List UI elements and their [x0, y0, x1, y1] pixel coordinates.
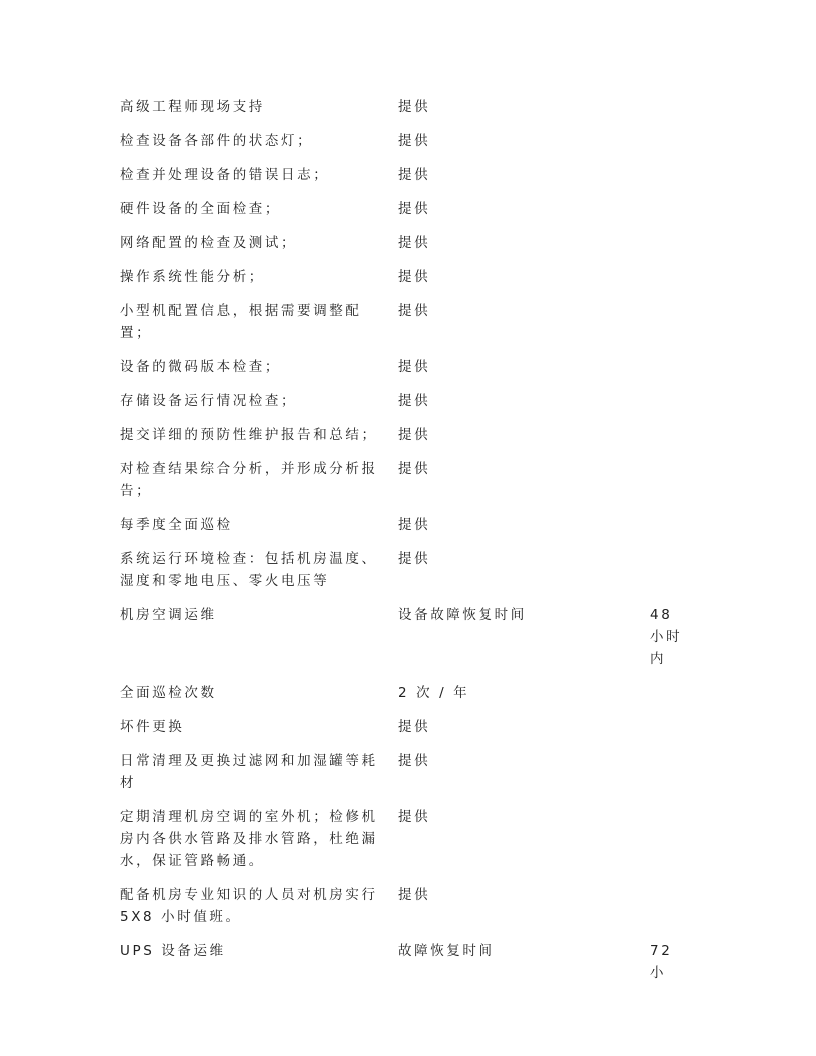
- table-row: [120, 198, 720, 220]
- value-cell: 提供: [398, 269, 431, 285]
- value-cell: 提供: [398, 887, 431, 903]
- time-cell: [650, 232, 694, 254]
- table-row: [120, 356, 720, 378]
- service-table: [120, 96, 720, 996]
- value-cell: 故障恢复时间: [398, 943, 495, 959]
- time-cell: [650, 514, 694, 536]
- table-row: [120, 232, 720, 254]
- value-cell: 提供: [398, 133, 431, 149]
- value-cell: 提供: [398, 303, 431, 319]
- value-cell: 提供: [398, 235, 431, 251]
- time-cell: [650, 458, 694, 502]
- time-cell: [650, 750, 694, 794]
- time-cell: [650, 164, 694, 186]
- value-cell: 提供: [398, 551, 431, 567]
- table-row: [120, 458, 720, 502]
- time-cell: 48 小时内: [650, 607, 683, 667]
- value-cell: 提供: [398, 517, 431, 533]
- time-cell: [650, 96, 694, 118]
- time-cell: [650, 682, 694, 704]
- table-row: [120, 130, 720, 152]
- time-cell: [650, 716, 694, 738]
- item-cell: 配备机房专业知识的人员对机房实行5X8 小时值班。: [120, 887, 378, 925]
- value-cell: 2 次 / 年: [398, 685, 470, 701]
- time-cell: [650, 424, 694, 446]
- table-row: [120, 604, 720, 670]
- item-cell: 坏件更换: [120, 719, 185, 735]
- item-cell: 日常清理及更换过滤网和加湿罐等耗材: [120, 753, 378, 791]
- table-row: [120, 514, 720, 536]
- item-cell: 高级工程师现场支持: [120, 99, 265, 115]
- table-row: [120, 548, 720, 592]
- time-cell: [650, 266, 694, 288]
- table-row: [120, 266, 720, 288]
- item-cell: 检查设备各部件的状态灯；: [120, 133, 314, 149]
- item-cell: 提交详细的预防性维护报告和总结；: [120, 427, 378, 443]
- table-row: [120, 806, 720, 872]
- item-cell: 对检查结果综合分析，并形成分析报告；: [120, 461, 378, 499]
- table-row: [120, 682, 720, 704]
- value-cell: 提供: [398, 753, 431, 769]
- value-cell: 设备故障恢复时间: [398, 607, 527, 623]
- table-row: [120, 300, 720, 344]
- item-cell: 系统运行环境检查：包括机房温度、湿度和零地电压、零火电压等: [120, 551, 378, 589]
- table-row: [120, 716, 720, 738]
- item-cell: 存储设备运行情况检查；: [120, 393, 298, 409]
- item-cell: 全面巡检次数: [120, 685, 217, 701]
- item-cell: 每季度全面巡检: [120, 517, 233, 533]
- table-row: [120, 750, 720, 794]
- time-cell: [650, 198, 694, 220]
- item-cell: 网络配置的检查及测试；: [120, 235, 298, 251]
- table-row: [120, 390, 720, 412]
- time-cell: [650, 806, 694, 872]
- value-cell: 提供: [398, 393, 431, 409]
- value-cell: 提供: [398, 461, 431, 477]
- time-cell: [650, 130, 694, 152]
- value-cell: 提供: [398, 427, 431, 443]
- item-cell: 设备的微码版本检查；: [120, 359, 281, 375]
- value-cell: 提供: [398, 719, 431, 735]
- value-cell: 提供: [398, 201, 431, 217]
- item-cell: UPS 设备运维: [120, 943, 226, 959]
- item-cell: 硬件设备的全面检查；: [120, 201, 281, 217]
- item-cell: 操作系统性能分析；: [120, 269, 265, 285]
- time-cell: [650, 548, 694, 592]
- table-row: [120, 424, 720, 446]
- item-cell: 机房空调运维: [120, 607, 217, 623]
- item-cell: 定期清理机房空调的室外机；检修机房内各供水管路及排水管路，杜绝漏水，保证管路畅通。: [120, 809, 378, 869]
- time-cell: [650, 300, 694, 344]
- item-cell: 检查并处理设备的错误日志；: [120, 167, 330, 183]
- value-cell: 提供: [398, 359, 431, 375]
- time-cell: [650, 356, 694, 378]
- value-cell: 提供: [398, 99, 431, 115]
- item-cell: 小型机配置信息，根据需要调整配置；: [120, 303, 362, 341]
- time-cell: [650, 884, 694, 928]
- table-row: [120, 940, 720, 984]
- time-cell: [650, 390, 694, 412]
- table-row: [120, 164, 720, 186]
- time-cell: 72 小: [650, 943, 673, 981]
- table-row: [120, 96, 720, 118]
- table-row: [120, 884, 720, 928]
- value-cell: 提供: [398, 167, 431, 183]
- value-cell: 提供: [398, 809, 431, 825]
